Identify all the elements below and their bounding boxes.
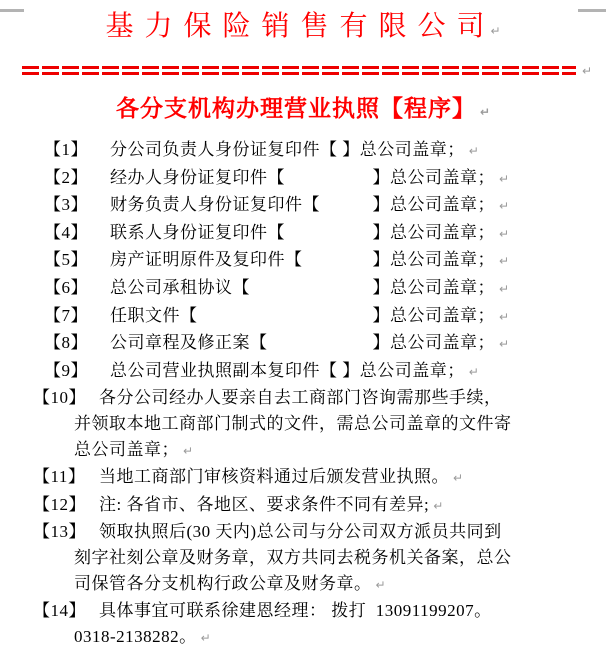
divider-bar-top bbox=[22, 66, 576, 69]
list-item-5 bbox=[0, 247, 606, 275]
list-item-10 bbox=[0, 385, 606, 411]
item-text: 当地工商部门审核资料通过后颁发营业执照。 bbox=[99, 467, 449, 487]
list-item-3 bbox=[0, 192, 606, 220]
word-document-page[interactable] bbox=[0, 9, 606, 646]
item-text: 领取执照后(30 天内)总公司与分公司双方派员共同到 bbox=[99, 522, 502, 542]
item-text: 分公司负责人身份证复印件【 】总公司盖章； bbox=[110, 140, 465, 159]
paragraph-mark-icon: ↵ bbox=[479, 105, 491, 119]
section-title-text: 各分支机构办理营业执照【程序】 bbox=[115, 96, 476, 121]
item-text: 0318-2138282。 bbox=[74, 626, 197, 646]
paragraph-mark-icon: ↵ bbox=[499, 309, 510, 324]
paragraph-mark-icon: ↵ bbox=[183, 443, 194, 458]
item-text: 财务负责人身份证复印件【 】总公司盖章； bbox=[110, 195, 495, 215]
company-letterhead-title bbox=[0, 9, 606, 49]
list-item-13-cont bbox=[0, 571, 606, 599]
list-item-8 bbox=[0, 330, 606, 358]
item-number: 【6】 bbox=[44, 277, 88, 297]
item-number: 【2】 bbox=[44, 167, 88, 187]
paragraph-mark-icon: ↵ bbox=[499, 171, 510, 186]
paragraph-mark-icon: ↵ bbox=[468, 144, 479, 158]
item-text: 经办人身份证复印件【 】总公司盖章； bbox=[110, 167, 495, 187]
item-number: 【4】 bbox=[44, 222, 88, 242]
list-item-6 bbox=[0, 275, 606, 303]
item-number: 【5】 bbox=[44, 250, 88, 270]
list-item-9 bbox=[0, 358, 606, 386]
item-number: 【10】 bbox=[33, 388, 86, 408]
item-number: 【12】 bbox=[33, 494, 86, 514]
list-item-4 bbox=[0, 220, 606, 248]
list-item-13 bbox=[0, 519, 606, 545]
double-line-divider bbox=[22, 64, 592, 78]
paragraph-mark-icon: ↵ bbox=[499, 226, 510, 241]
item-text: 总公司承租协议【 】总公司盖章； bbox=[110, 277, 495, 297]
item-number: 【14】 bbox=[33, 601, 86, 621]
paragraph-mark-icon: ↵ bbox=[499, 281, 510, 296]
item-text: 司保管各分支机构行政公章及财务章。 bbox=[74, 573, 372, 593]
divider-bar-bottom bbox=[22, 72, 576, 75]
item-text: 联系人身份证复印件【 】总公司盖章； bbox=[110, 222, 495, 242]
paragraph-mark-icon: ↵ bbox=[433, 498, 444, 513]
list-item-12 bbox=[0, 492, 606, 520]
item-text: 具体事宜可联系徐建恩经理： 拨打 13091199207。 bbox=[99, 601, 492, 621]
item-text: 各分公司经办人要亲自去工商部门咨询需那些手续， bbox=[99, 388, 502, 408]
list-item-10-cont bbox=[0, 437, 606, 465]
window-edge-fragment-left bbox=[0, 9, 24, 12]
item-text: 房产证明原件及复印件【 】总公司盖章； bbox=[110, 250, 495, 270]
item-number: 【13】 bbox=[33, 522, 86, 542]
item-number: 【11】 bbox=[33, 467, 86, 487]
list-item-14 bbox=[0, 598, 606, 624]
section-title bbox=[0, 94, 606, 127]
item-text: 总公司盖章； bbox=[74, 439, 179, 459]
item-number: 【7】 bbox=[44, 305, 88, 325]
list-item-14-cont bbox=[0, 624, 606, 651]
item-text: 并领取本地工商部门制式的文件，需总公司盖章的文件寄 bbox=[74, 413, 512, 433]
paragraph-mark-icon: ↵ bbox=[581, 64, 592, 78]
list-item-7 bbox=[0, 303, 606, 331]
paragraph-mark-icon: ↵ bbox=[468, 364, 479, 379]
list-item-2 bbox=[0, 165, 606, 193]
paragraph-mark-icon: ↵ bbox=[375, 577, 386, 592]
company-title-text: 基 力 保 险 销 售 有 限 公 司 bbox=[105, 11, 487, 42]
item-number: 【8】 bbox=[44, 333, 88, 353]
item-number: 【9】 bbox=[44, 360, 88, 380]
procedure-list bbox=[0, 137, 606, 651]
item-number: 【1】 bbox=[44, 140, 88, 159]
item-text: 总公司营业执照副本复印件【 】总公司盖章； bbox=[110, 360, 465, 380]
window-edge-fragment-right bbox=[578, 9, 606, 12]
paragraph-mark-icon: ↵ bbox=[499, 199, 510, 214]
list-item-10-cont bbox=[0, 411, 606, 437]
paragraph-mark-icon: ↵ bbox=[490, 24, 501, 38]
list-item-11 bbox=[0, 464, 606, 492]
paragraph-mark-icon: ↵ bbox=[499, 254, 510, 269]
item-text: 刻字社刻公章及财务章，双方共同去税务机关备案，总公 bbox=[74, 547, 512, 567]
list-item-1 bbox=[0, 137, 606, 165]
item-text: 任职文件【 】总公司盖章； bbox=[110, 305, 495, 325]
paragraph-mark-icon: ↵ bbox=[200, 630, 211, 645]
item-number: 【3】 bbox=[44, 195, 88, 215]
list-item-13-cont bbox=[0, 545, 606, 571]
item-text: 注: 各省市、各地区、要求条件不同有差异; bbox=[99, 494, 430, 514]
paragraph-mark-icon: ↵ bbox=[499, 337, 510, 352]
paragraph-mark-icon: ↵ bbox=[453, 471, 464, 486]
item-text: 公司章程及修正案【 】总公司盖章； bbox=[110, 333, 495, 353]
